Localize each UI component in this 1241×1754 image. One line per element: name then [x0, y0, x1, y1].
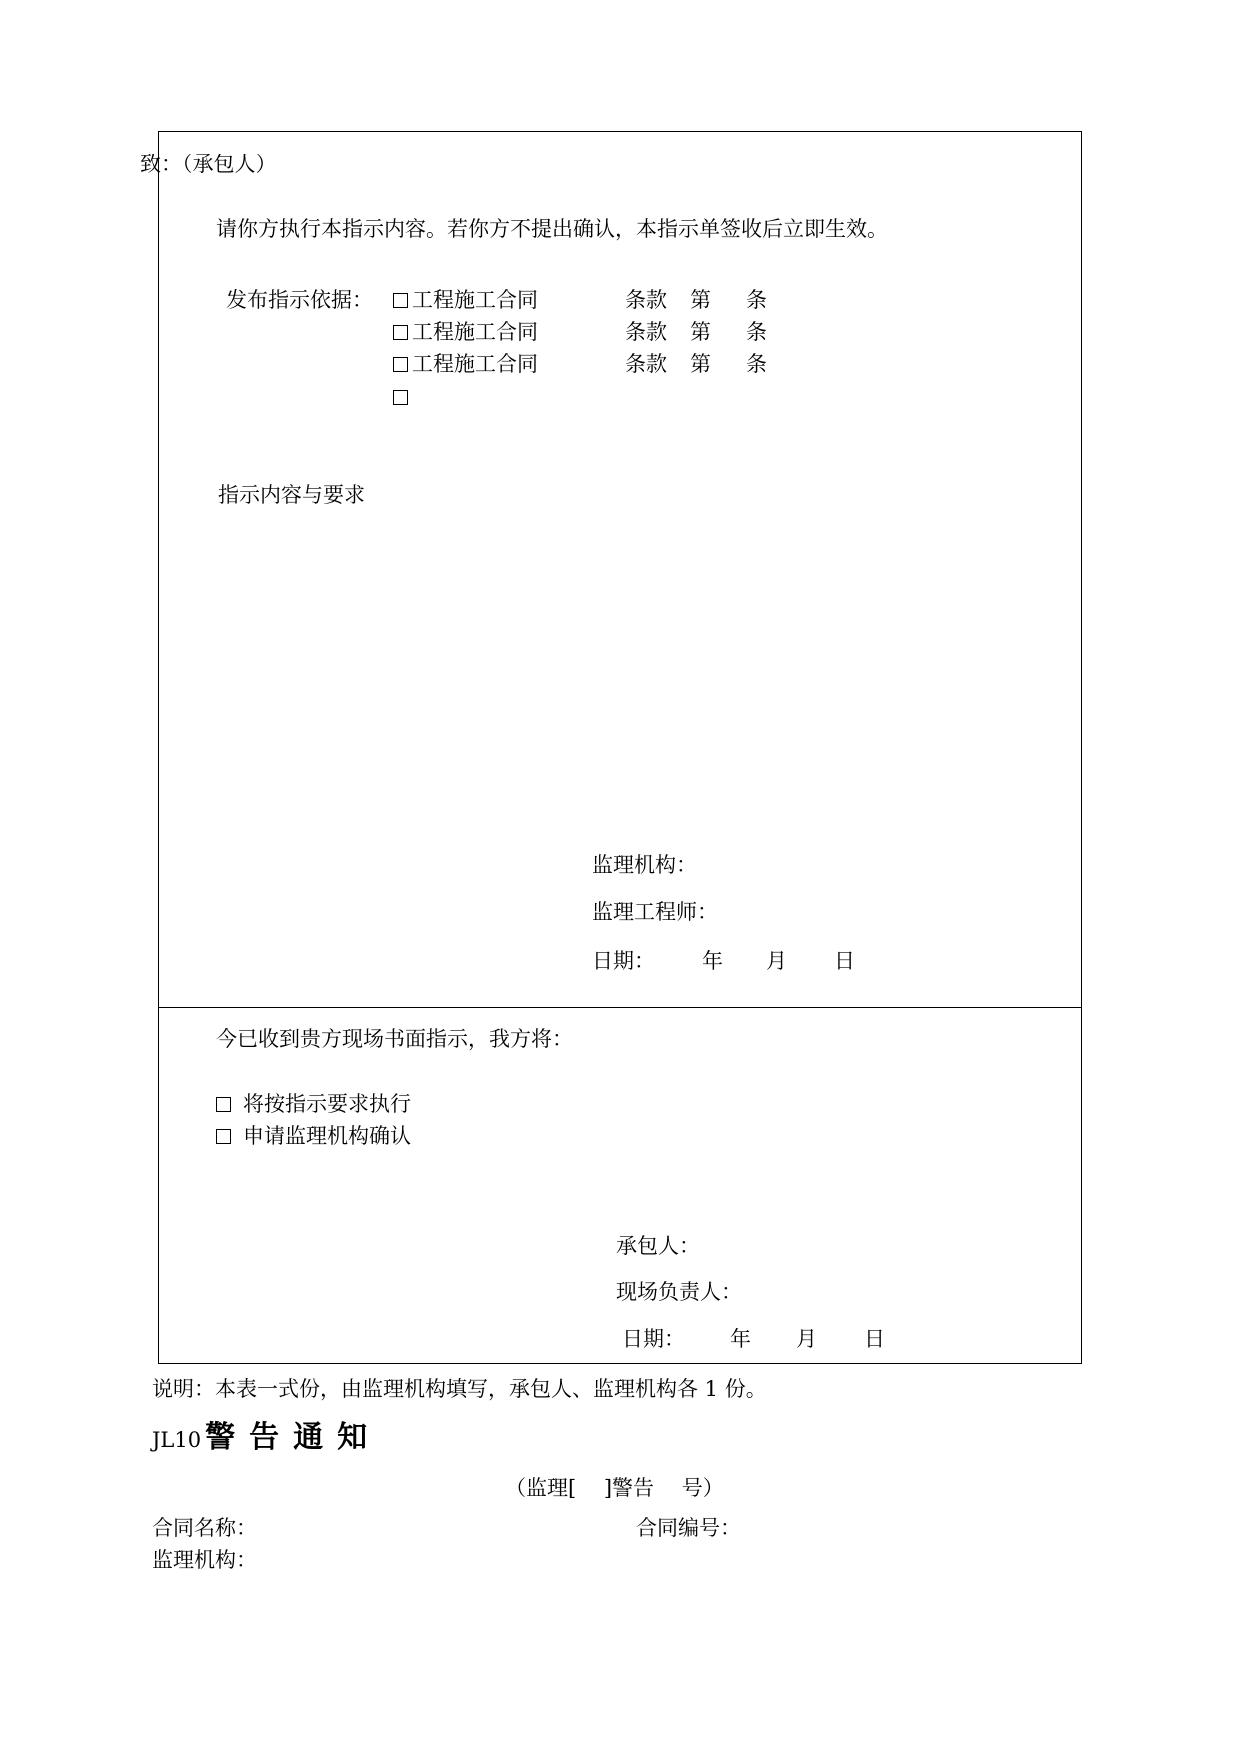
reply-month: 月: [796, 1327, 817, 1351]
basis-item-2: 条: [746, 320, 767, 344]
issue-day: 日: [834, 949, 855, 973]
contract-name-label: 合同名称：: [152, 1516, 257, 1540]
option-checkbox-confirm[interactable]: [216, 1129, 231, 1144]
content-label: 指示内容与要求: [218, 483, 365, 507]
basis-item-1: 条: [746, 288, 767, 312]
basis-contract-1: 工程施工合同: [412, 288, 538, 312]
basis-clause-1: 条款: [625, 288, 667, 312]
basis-no-3: 第: [690, 352, 711, 376]
basis-label: 发布指示依据：: [226, 288, 373, 312]
option-checkbox-execute[interactable]: [216, 1097, 231, 1112]
basis-row: [393, 354, 538, 375]
reply-option: [216, 1094, 411, 1115]
notice-supervisor-org-label: 监理机构：: [152, 1548, 257, 1572]
notice-reference: （监理[ ]警告 号）: [505, 1476, 724, 1500]
reply-date-label: 日期：: [622, 1327, 685, 1351]
option-label-confirm: 申请监理机构确认: [243, 1124, 411, 1148]
basis-checkbox-3[interactable]: [393, 357, 408, 372]
contractor-label: 承包人：: [616, 1234, 700, 1258]
basis-clause-3: 条款: [625, 352, 667, 376]
supervisor-org-label: 监理机构：: [592, 853, 697, 877]
basis-contract-3: 工程施工合同: [412, 352, 538, 376]
warning-notice-heading: [152, 1420, 382, 1455]
basis-checkbox-2[interactable]: [393, 325, 408, 340]
basis-no-2: 第: [690, 320, 711, 344]
issue-year: 年: [702, 949, 723, 973]
option-label-execute: 将按指示要求执行: [243, 1092, 411, 1116]
intro-text: 请你方执行本指示内容。若你方不提出确认，本指示单签收后立即生效。: [216, 217, 888, 241]
reply-day: 日: [864, 1327, 885, 1351]
contract-no-label: 合同编号：: [636, 1516, 741, 1540]
instruction-form-box: [158, 131, 1082, 1364]
basis-contract-2: 工程施工合同: [412, 320, 538, 344]
basis-checkbox-4[interactable]: [393, 390, 408, 405]
form-code: JL10: [152, 1428, 202, 1452]
reply-option: [216, 1126, 411, 1147]
basis-row: [393, 322, 538, 343]
received-text: 今已收到贵方现场书面指示，我方将：: [216, 1027, 573, 1051]
page-title: 警告通知: [205, 1420, 382, 1455]
basis-row: [393, 290, 538, 311]
addressee-label: 致：（承包人）: [140, 154, 277, 175]
reply-year: 年: [730, 1327, 751, 1351]
form-divider: [158, 1007, 1082, 1008]
basis-row: [393, 387, 412, 408]
supervisor-engineer-label: 监理工程师：: [592, 900, 718, 924]
form-note: 说明：本表一式份，由监理机构填写，承包人、监理机构各 1 份。: [152, 1377, 767, 1401]
issue-month: 月: [766, 949, 787, 973]
issue-date-label: 日期：: [592, 949, 655, 973]
site-manager-label: 现场负责人：: [616, 1280, 742, 1304]
basis-checkbox-1[interactable]: [393, 293, 408, 308]
basis-item-3: 条: [746, 352, 767, 376]
basis-no-1: 第: [690, 288, 711, 312]
basis-clause-2: 条款: [625, 320, 667, 344]
